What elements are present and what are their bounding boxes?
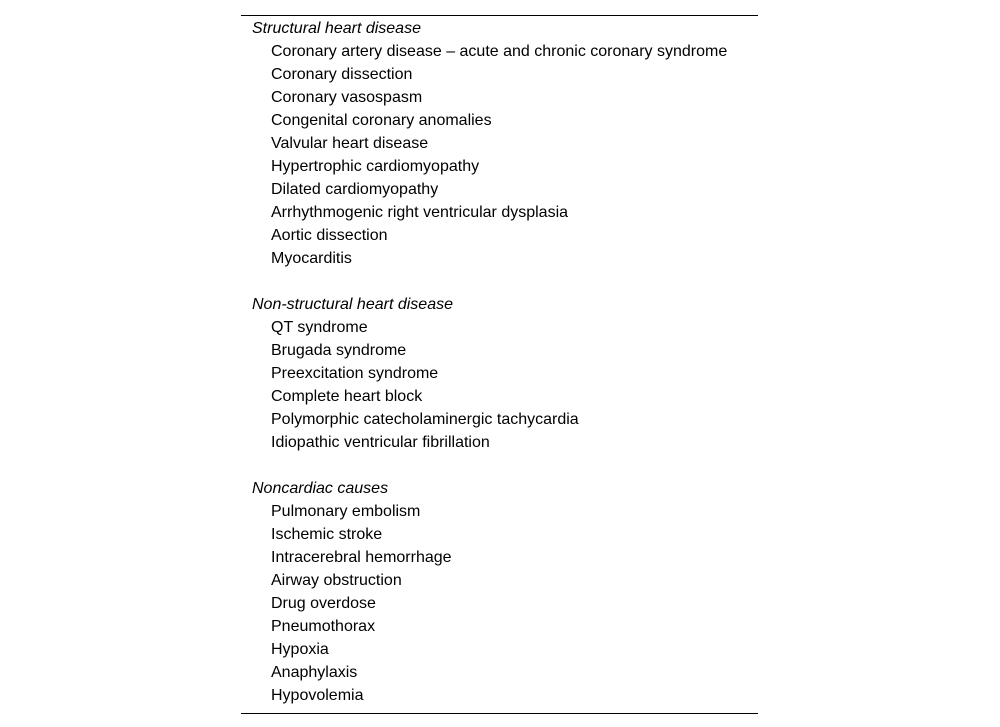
section-heading: Non-structural heart disease — [252, 296, 453, 313]
list-item: Brugada syndrome — [271, 342, 407, 359]
causes-table — [241, 15, 758, 714]
list-item: Pneumothorax — [271, 618, 376, 635]
list-item: Ischemic stroke — [271, 526, 383, 543]
section-heading: Noncardiac causes — [252, 480, 389, 497]
list-item: Hypoxia — [271, 641, 329, 658]
section-spacer — [241, 270, 758, 293]
list-item: Intracerebral hemorrhage — [271, 549, 452, 566]
list-item: Hypovolemia — [271, 687, 364, 704]
section-heading: Structural heart disease — [252, 20, 421, 37]
list-item: Dilated cardiomyopathy — [271, 181, 439, 198]
list-item: Drug overdose — [271, 595, 376, 612]
list-item: Myocarditis — [271, 250, 352, 267]
section-spacer — [241, 454, 758, 477]
section-structural — [241, 17, 758, 270]
list-item: Congenital coronary anomalies — [271, 112, 492, 129]
list-item: Pulmonary embolism — [271, 503, 421, 520]
list-item: Arrhythmogenic right ventricular dysplasia — [271, 204, 569, 221]
list-item: Preexcitation syndrome — [271, 365, 439, 382]
list-item: Coronary artery disease – acute and chronic coronary syndrome — [271, 43, 728, 60]
list-item: Coronary dissection — [271, 66, 413, 83]
list-item: Polymorphic catecholaminergic tachycardia — [271, 411, 579, 428]
list-item: Complete heart block — [271, 388, 423, 405]
list-item: Valvular heart disease — [271, 135, 429, 152]
list-item: Airway obstruction — [271, 572, 402, 589]
list-item: Anaphylaxis — [271, 664, 358, 681]
section-non-structural — [241, 293, 758, 454]
section-noncardiac — [241, 477, 758, 707]
list-item: Coronary vasospasm — [271, 89, 423, 106]
list-item: Idiopathic ventricular fibrillation — [271, 434, 490, 451]
list-item: Hypertrophic cardiomyopathy — [271, 158, 480, 175]
list-item: QT syndrome — [271, 319, 368, 336]
list-item: Aortic dissection — [271, 227, 388, 244]
